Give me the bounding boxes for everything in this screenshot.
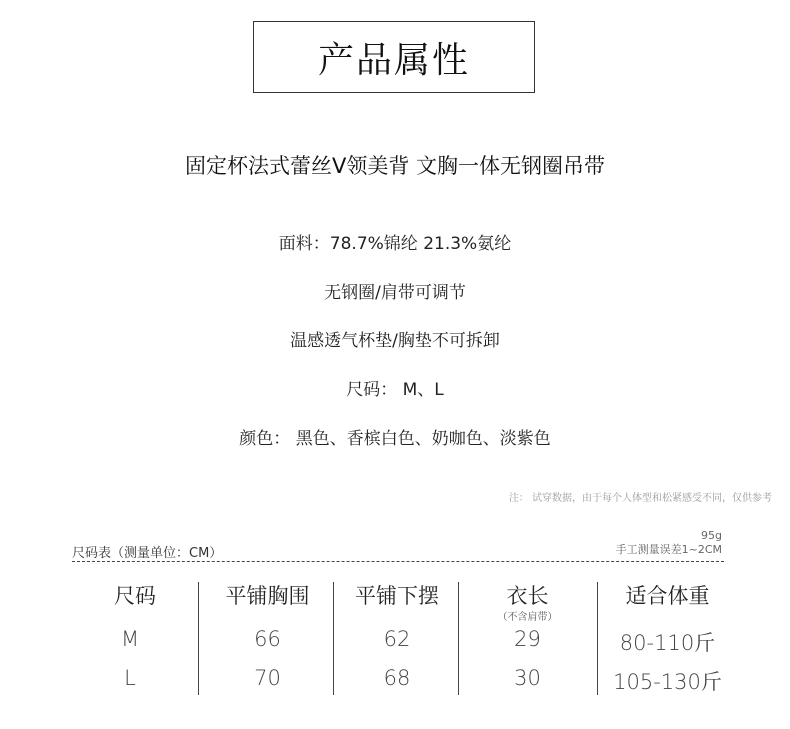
- col-head-hem: 平铺下摆: [355, 584, 439, 608]
- column-divider: [333, 582, 334, 695]
- attr-cup: 温感透气杯垫/胸垫不可拆卸: [290, 331, 500, 351]
- col-sub-length: （不含肩带）: [497, 612, 558, 623]
- cell-length: 30: [514, 666, 541, 690]
- column-divider: [597, 582, 598, 695]
- cell-weight: 80-110斤: [619, 631, 716, 655]
- attr-fabric: 面料：78.7%锦纶 21.3%氨纶: [278, 234, 512, 254]
- cell-length: 29: [514, 627, 541, 651]
- cell-size: M: [120, 627, 140, 651]
- error-note: 手工测量误差1~2CM: [615, 543, 722, 556]
- attr-wire: 无钢圈/肩带可调节: [324, 283, 466, 303]
- fit-note: 注： 试穿数据，由于每个人体型和松紧感受不同，仅供参考: [508, 493, 772, 504]
- cell-size: L: [124, 666, 136, 690]
- col-head-weight: 适合体重: [625, 584, 710, 608]
- column-divider: [458, 582, 459, 695]
- size-table-caption: 尺码表（测量单位：CM）: [72, 546, 223, 561]
- col-head-size: 尺码: [114, 584, 156, 608]
- weight-value: 95g: [701, 529, 722, 542]
- cell-bust: 70: [254, 666, 281, 690]
- col-head-length: 衣长: [506, 584, 549, 608]
- cell-hem: 62: [383, 627, 411, 651]
- attr-size: 尺码： M、L: [346, 380, 444, 400]
- cell-hem: 68: [383, 666, 411, 690]
- col-head-bust: 平铺胸围: [225, 584, 310, 608]
- column-divider: [198, 582, 199, 695]
- dashed-divider: [72, 561, 724, 562]
- cell-weight: 105-130斤: [613, 670, 722, 694]
- section-title: 产品属性: [253, 21, 535, 93]
- weight-note: [616, 529, 722, 557]
- product-name: 固定杯法式蕾丝V领美背 文胸一体无钢圈吊带: [184, 154, 606, 178]
- cell-bust: 66: [254, 627, 281, 651]
- attr-color: 颜色： 黑色、香槟白色、奶咖色、淡紫色: [239, 429, 551, 449]
